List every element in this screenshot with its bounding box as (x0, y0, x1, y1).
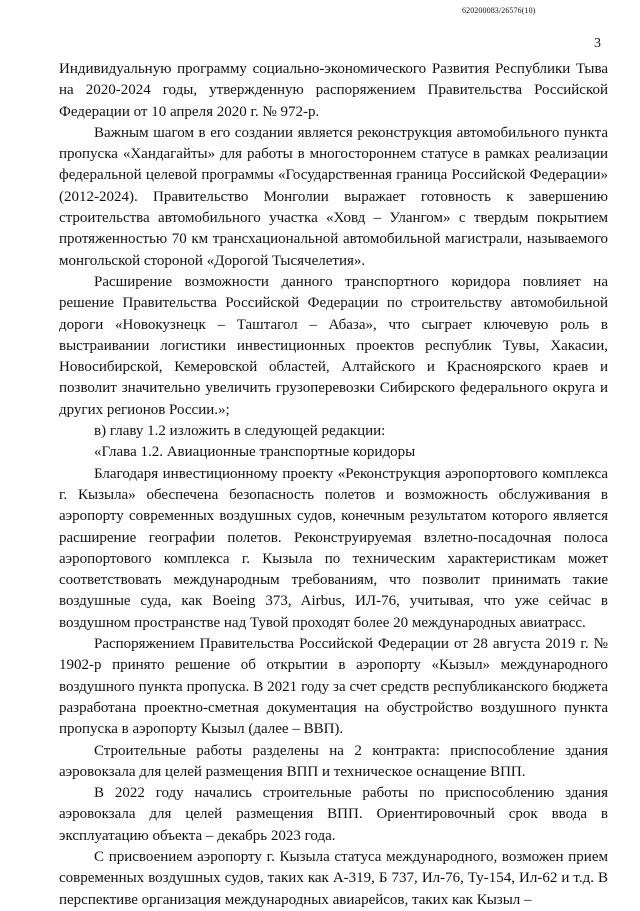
paragraph-international-status: С присвоением аэропорту г. Кызыла статуса международного, возможен прием современных воздушных судов, таких как А-319, Б 737, Ил-76, Ту-154, Ил-62 и т.д. В перспективе организация международных авиарейсов, таких как Кызыл – (59, 848, 608, 908)
paragraph-construction-contracts: Строительные работы разделены на 2 контракта: приспособление здания аэровокзала для целей размещения ВПП и техническое оснащение ВПП. (59, 742, 608, 780)
chapter-heading: «Глава 1.2. Авиационные транспортные коридоры (94, 444, 416, 461)
page-number: 3 (594, 36, 601, 51)
paragraph-khandagaity-checkpoint: Важным шагом в его создании является реконструкция автомобильного пункта пропуска «Хандагайты» для работы в многостороннем статусе в рамках реализации федеральной целевой программы «Государственная граница Российской Федерации» (2012-2024). Правительство Монголии выражает готовность к завершению строительства автомобильного участка «Ховд – Улангом» с твердым покрытием протяженностью 70 км трансхациональной автомобильной магистрали, называемого монгольской стороной «Дорогой Тысячелетия». (59, 124, 608, 269)
document-id: 620200083/26576(10) (462, 6, 536, 15)
document-body (59, 59, 608, 911)
paragraph-construction-2022: В 2022 году начались строительные работы по приспособлению здания аэровокзала для целей размещения ВПП. Ориентировочный срок ввода в эксплуатацию объекта – декабрь 2023 года. (59, 785, 608, 844)
paragraph-transport-corridor: Расширение возможности данного транспортного коридора повлияет на решение Правительства Российской Федерации по строительству автомобильной дороги «Новокузнецк – Таштагол – Абаза», что сыграет ключевую роль в выстраивании логистики инвестиционных проектов республик Тувы, Хакасии, Новосибирской, Кемеровской областей, Алтайского и Красноярского краев и позволит значительно увеличить грузоперевозки Сибирского федерального округа и других регионов России.»; (59, 273, 608, 418)
paragraph-government-order: Распоряжением Правительства Российской Федерации от 28 августа 2019 г. № 1902-р принято решение об открытии в аэропорту «Кызыл» международного воздушного пункта пропуска. В 2021 году за счет средств республиканского бюджета разработана проектно-сметная документация на обустройство воздушного пункта пропуска в аэропорту Кызыл (далее – ВВП). (59, 636, 608, 738)
paragraph-continuation: Индивидуальную программу социально-экономического Развития Республики Тыва на 2020-2024 годы, утвержденную распоряжением Правительства Российской Федерации от 10 апреля 2020 г. № 972-р. (59, 61, 608, 120)
paragraph-amendment-intro: в) главу 1.2 изложить в следующей редакции: (94, 423, 386, 440)
paragraph-airport-reconstruction: Благодаря инвестиционному проекту «Реконструкция аэропортового комплекса г. Кызыла» обеспечена безопасность полетов и возможность обслуживания в аэропорту современных воздушных судов, конечным результатом которого является расширение географии полетов. Реконструируемая взлетно-посадочная полоса аэропортового комплекса г. Кызыла по техническим характеристикам может соответствовать международным требованиям, что позволит принимать такие воздушные суда, как Boeing 373, Airbus, ИЛ-76, учитывая, что уже сейчас в воздушном пространстве над Тувой проходят более 20 международных авиатрасс. (59, 465, 608, 631)
